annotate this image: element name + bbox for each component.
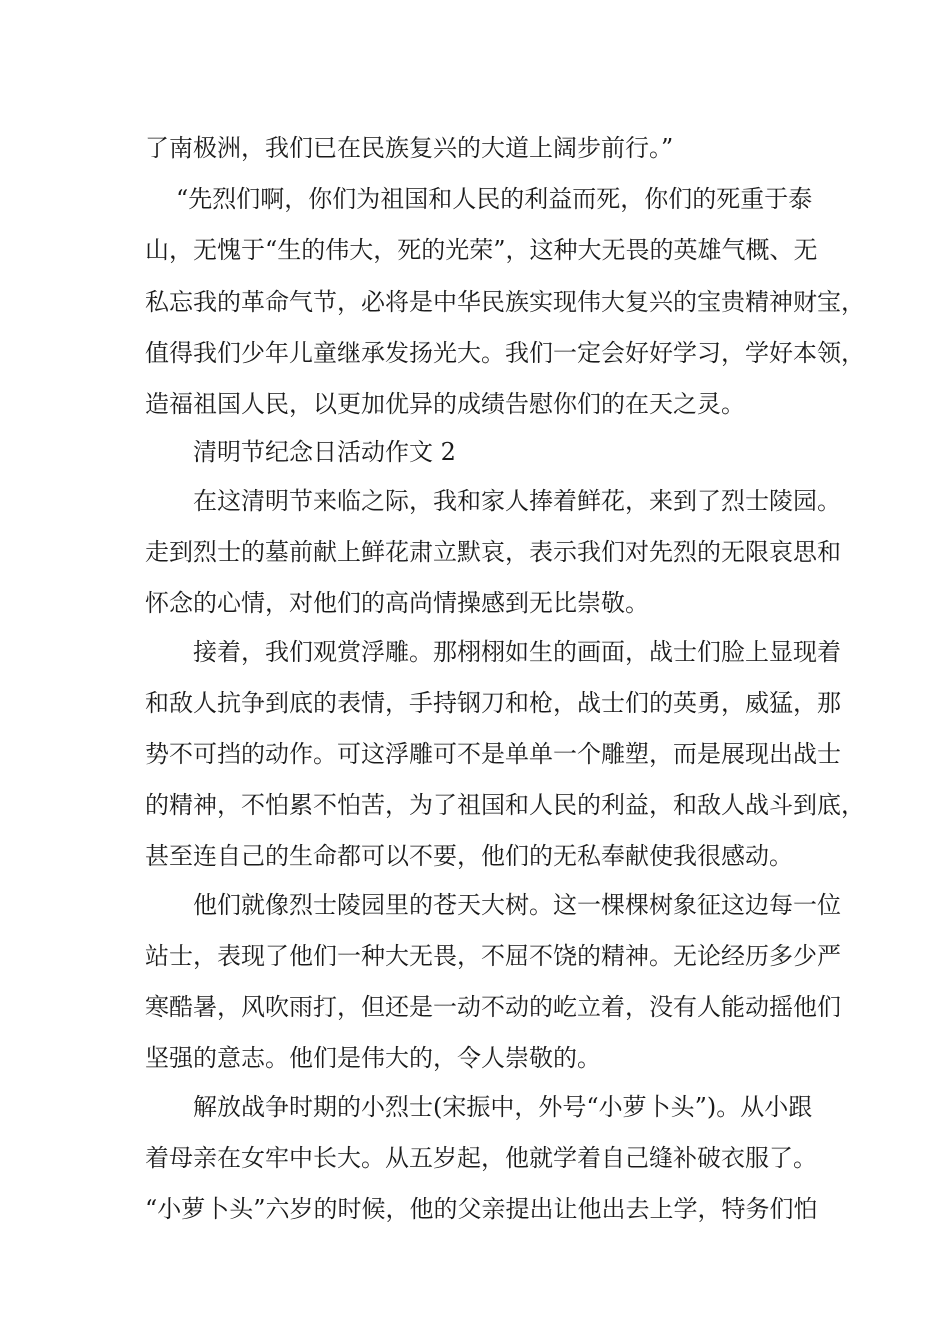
text-line: 在这清明节来临之际，我和家人捧着鲜花，来到了烈士陵园。 bbox=[193, 487, 841, 515]
text-line: 解放战争时期的小烈士(宋振中，外号“小萝卜头”)。从小跟 bbox=[193, 1093, 813, 1121]
text-line: 和敌人抗争到底的表情，手持钢刀和枪，战士们的英勇，威猛，那 bbox=[145, 689, 841, 717]
text-line: 寒酷暑，风吹雨打，但还是一动不动的屹立着，没有人能动摇他们 bbox=[145, 993, 841, 1021]
text-line: 甚至连自己的生命都可以不要，他们的无私奉献使我很感动。 bbox=[145, 842, 793, 870]
text-line: 怀念的心情，对他们的高尚情操感到无比崇敬。 bbox=[145, 589, 649, 617]
text-line: “先烈们啊，你们为祖国和人民的利益而死，你们的死重于泰 bbox=[176, 185, 813, 213]
text-line: 势不可挡的动作。可这浮雕可不是单单一个雕塑，而是展现出战士 bbox=[145, 740, 841, 768]
text-line: 私忘我的革命气节，必将是中华民族实现伟大复兴的宝贵精神财宝， bbox=[145, 288, 865, 316]
text-line: 站士，表现了他们一种大无畏，不屈不饶的精神。无论经历多少严 bbox=[145, 942, 841, 970]
text-line: 的精神，不怕累不怕苦，为了祖国和人民的利益，和敌人战斗到底， bbox=[145, 791, 865, 819]
text-line: 坚强的意志。他们是伟大的，令人崇敬的。 bbox=[145, 1044, 601, 1072]
text-line: 他们就像烈士陵园里的苍天大树。这一棵棵树象征这边每一位 bbox=[193, 891, 841, 919]
section-heading: 清明节纪念日活动作文 2 bbox=[193, 438, 456, 466]
text-line: 走到烈士的墓前献上鲜花肃立默哀，表示我们对先烈的无限哀思和 bbox=[145, 538, 841, 566]
text-line: 造福祖国人民，以更加优异的成绩告慰你们的在天之灵。 bbox=[145, 390, 745, 418]
text-line: 山，无愧于“生的伟大，死的光荣”，这种大无畏的英雄气概、无 bbox=[145, 236, 818, 264]
text-line: 着母亲在女牢中长大。从五岁起，他就学着自己缝补破衣服了。 bbox=[145, 1144, 817, 1172]
text-line: 了南极洲，我们已在民族复兴的大道上阔步前行。” bbox=[145, 134, 674, 162]
text-line: 值得我们少年儿童继承发扬光大。我们一定会好好学习，学好本领， bbox=[145, 339, 865, 367]
text-line: “小萝卜头”六岁的时候，他的父亲提出让他出去上学，特务们怕 bbox=[145, 1195, 818, 1223]
text-line: 接着，我们观赏浮雕。那栩栩如生的画面，战士们脸上显现着 bbox=[193, 638, 841, 666]
